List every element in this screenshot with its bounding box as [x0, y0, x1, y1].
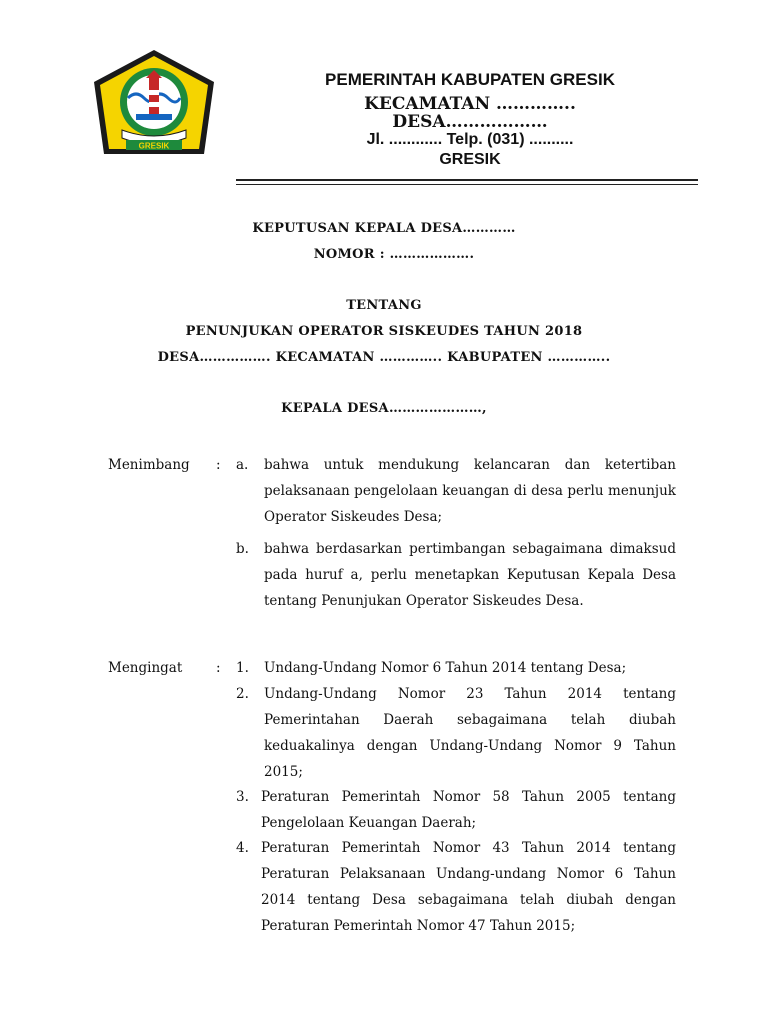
- menimbang-colon: :: [216, 457, 221, 473]
- decree-subject: PENUNJUKAN OPERATOR SISKEUDES TAHUN 2018: [185, 324, 583, 339]
- mengingat-item-marker: 4.: [236, 840, 249, 856]
- letterhead-government: PEMERINTAH KABUPATEN GRESIK: [325, 70, 615, 89]
- mengingat-colon: :: [216, 660, 221, 676]
- gresik-emblem: [92, 48, 216, 160]
- mengingat-item-text: Peraturan Pemerintah Nomor 43 Tahun 2014 tentang Peraturan Pelaksanaan Undang-undang Nomor 6 Tahun 2014 tentang Desa sebagaimana telah diubah dengan Peraturan Pemerintah Nomor 47 Tahun 2015;: [261, 840, 676, 934]
- mengingat-item-marker: 2.: [236, 686, 249, 702]
- letterhead-district: KECAMATAN …………..: [364, 94, 576, 114]
- emblem-tower-band: [149, 90, 159, 95]
- letterhead-rule-thin: [236, 184, 698, 185]
- emblem-tower-band: [149, 102, 159, 107]
- decree-head: KEPALA DESA…………………,: [281, 401, 487, 416]
- letterhead-city: GRESIK: [439, 151, 501, 168]
- mengingat-item-marker: 1.: [236, 660, 249, 676]
- mengingat-label: Mengingat: [108, 660, 183, 676]
- emblem-caption: GRESIK: [138, 141, 170, 151]
- mengingat-item-text: Undang-Undang Nomor 6 Tahun 2014 tentang Desa;: [264, 660, 627, 676]
- menimbang-label: Menimbang: [108, 457, 190, 473]
- menimbang-item-marker: a.: [236, 457, 249, 473]
- menimbang-item-text: bahwa berdasarkan pertimbangan sebagaimana dimaksud pada huruf a, perlu menetapkan Keputusan Kepala Desa tentang Penunjukan Operator Siskeudes Desa.: [264, 541, 676, 609]
- decree-number: NOMOR : ……………….: [313, 247, 475, 262]
- menimbang-item-marker: b.: [236, 541, 249, 557]
- decree-about-label: TENTANG: [346, 298, 422, 313]
- emblem-tower: [149, 78, 159, 114]
- menimbang-item-text: bahwa untuk mendukung kelancaran dan ketertiban pelaksanaan pengelolaan keuangan di desa perlu menunjuk Operator Siskeudes Desa;: [264, 457, 676, 525]
- mengingat-item-marker: 3.: [236, 789, 249, 805]
- letterhead-rule-thick: [236, 179, 698, 181]
- mengingat-item-text: Peraturan Pemerintah Nomor 58 Tahun 2005 tentang Pengelolaan Keuangan Daerah;: [261, 789, 676, 831]
- decree-title: KEPUTUSAN KEPALA DESA…………: [252, 221, 516, 236]
- emblem-base: [136, 114, 172, 120]
- decree-location: DESA……………. KECAMATAN ………….. KABUPATEN …………..: [157, 350, 611, 365]
- letterhead-address: Jl. ............ Telp. (031) ..........: [366, 131, 574, 148]
- letterhead-village: DESA………………: [392, 112, 548, 132]
- mengingat-item-text: Undang-Undang Nomor 23 Tahun 2014 tentang Pemerintahan Daerah sebagaimana telah diubah keduakalinya dengan Undang-Undang Nomor 9 Tahun 2015;: [264, 686, 676, 780]
